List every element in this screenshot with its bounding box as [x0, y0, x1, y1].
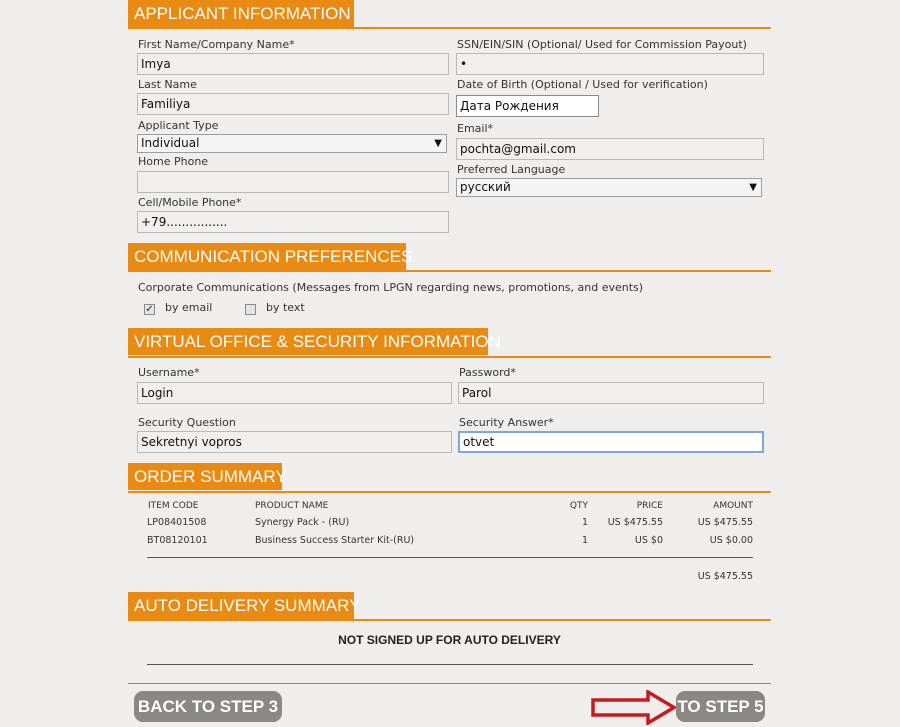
security-answer-input[interactable]: otvet: [458, 431, 764, 453]
language-value: русский: [460, 180, 511, 194]
footer-rule: [128, 683, 771, 684]
header-item-code: ITEM CODE: [148, 501, 199, 511]
order-section-title: ORDER SUMMARY: [128, 463, 282, 490]
cell-phone-input[interactable]: +79................: [137, 211, 449, 233]
username-label: Username*: [138, 366, 200, 379]
auto-delivery-status: NOT SIGNED UP FOR AUTO DELIVERY: [338, 633, 561, 647]
last-name-label: Last Name: [138, 78, 197, 91]
header-product-name: PRODUCT NAME: [255, 501, 329, 511]
communication-description: Corporate Communications (Messages from LPGN regarding news, promotions, and events): [138, 281, 644, 294]
product-name: Synergy Pack - (RU): [255, 517, 350, 528]
password-input[interactable]: Parol: [458, 382, 764, 404]
by-email-label: by email: [165, 301, 213, 314]
last-name-input[interactable]: Familiya: [137, 93, 449, 115]
ssn-label: SSN/EIN/SIN (Optional/ Used for Commission Payout): [457, 38, 747, 51]
amount: US $475.55: [697, 517, 753, 528]
virtual-office-section-title: VIRTUAL OFFICE & SECURITY INFORMATION: [128, 328, 488, 355]
virtual-office-section-rule: [128, 356, 771, 358]
qty: 1: [581, 535, 588, 546]
language-label: Preferred Language: [457, 163, 566, 176]
first-name-label: First Name/Company Name*: [138, 38, 295, 51]
order-total: US $475.55: [697, 571, 753, 582]
communication-section-rule: [128, 270, 771, 272]
header-qty: QTY: [569, 501, 588, 511]
chevron-down-icon: ▼: [434, 138, 442, 149]
arrow-right-icon: [590, 690, 678, 725]
dob-label: Date of Birth (Optional / Used for verification): [457, 78, 708, 91]
security-question-label: Security Question: [138, 416, 236, 429]
price: US $0: [634, 535, 663, 546]
email-input[interactable]: pochta@gmail.com: [456, 138, 764, 160]
applicant-section-title: APPLICANT INFORMATION: [128, 0, 354, 27]
username-input[interactable]: Login: [137, 382, 452, 404]
ssn-input[interactable]: •: [456, 53, 764, 75]
header-price: PRICE: [636, 501, 663, 511]
communication-section-title: COMMUNICATION PREFERENCES: [128, 243, 406, 270]
security-answer-label: Security Answer*: [459, 416, 554, 429]
applicant-type-value: Individual: [141, 136, 200, 150]
order-section-rule: [128, 491, 771, 493]
applicant-type-label: Applicant Type: [138, 119, 219, 132]
auto-delivery-section-title: AUTO DELIVERY SUMMARY: [128, 592, 354, 619]
security-question-input[interactable]: Sekretnyi vopros: [137, 431, 452, 453]
applicant-section-rule: [128, 27, 771, 29]
auto-delivery-section-rule: [128, 619, 771, 621]
header-amount: AMOUNT: [713, 501, 753, 511]
language-select[interactable]: [456, 178, 762, 197]
item-code: LP08401508: [147, 517, 207, 528]
auto-delivery-divider: [147, 664, 753, 665]
cell-phone-label: Cell/Mobile Phone*: [138, 196, 242, 209]
home-phone-input[interactable]: [137, 171, 449, 193]
qty: 1: [581, 517, 588, 528]
password-label: Password*: [459, 366, 516, 379]
price: US $475.55: [607, 517, 663, 528]
order-divider: [147, 557, 753, 558]
dob-input[interactable]: Дата Рождения: [456, 95, 599, 117]
email-label: Email*: [457, 122, 494, 135]
by-email-checkbox[interactable]: ✓: [145, 304, 154, 315]
to-step-5-button[interactable]: TO STEP 5: [676, 691, 765, 722]
amount: US $0.00: [709, 535, 753, 546]
applicant-type-select[interactable]: [137, 134, 447, 153]
product-name: Business Success Starter Kit-(RU): [255, 535, 415, 546]
back-to-step-3-button[interactable]: BACK TO STEP 3: [134, 691, 282, 722]
item-code: BT08120101: [147, 535, 208, 546]
by-text-checkbox[interactable]: [245, 304, 256, 315]
by-text-label: by text: [266, 301, 305, 314]
chevron-down-icon: ▼: [749, 182, 757, 193]
first-name-input[interactable]: Imya: [137, 53, 449, 75]
home-phone-label: Home Phone: [138, 155, 209, 168]
